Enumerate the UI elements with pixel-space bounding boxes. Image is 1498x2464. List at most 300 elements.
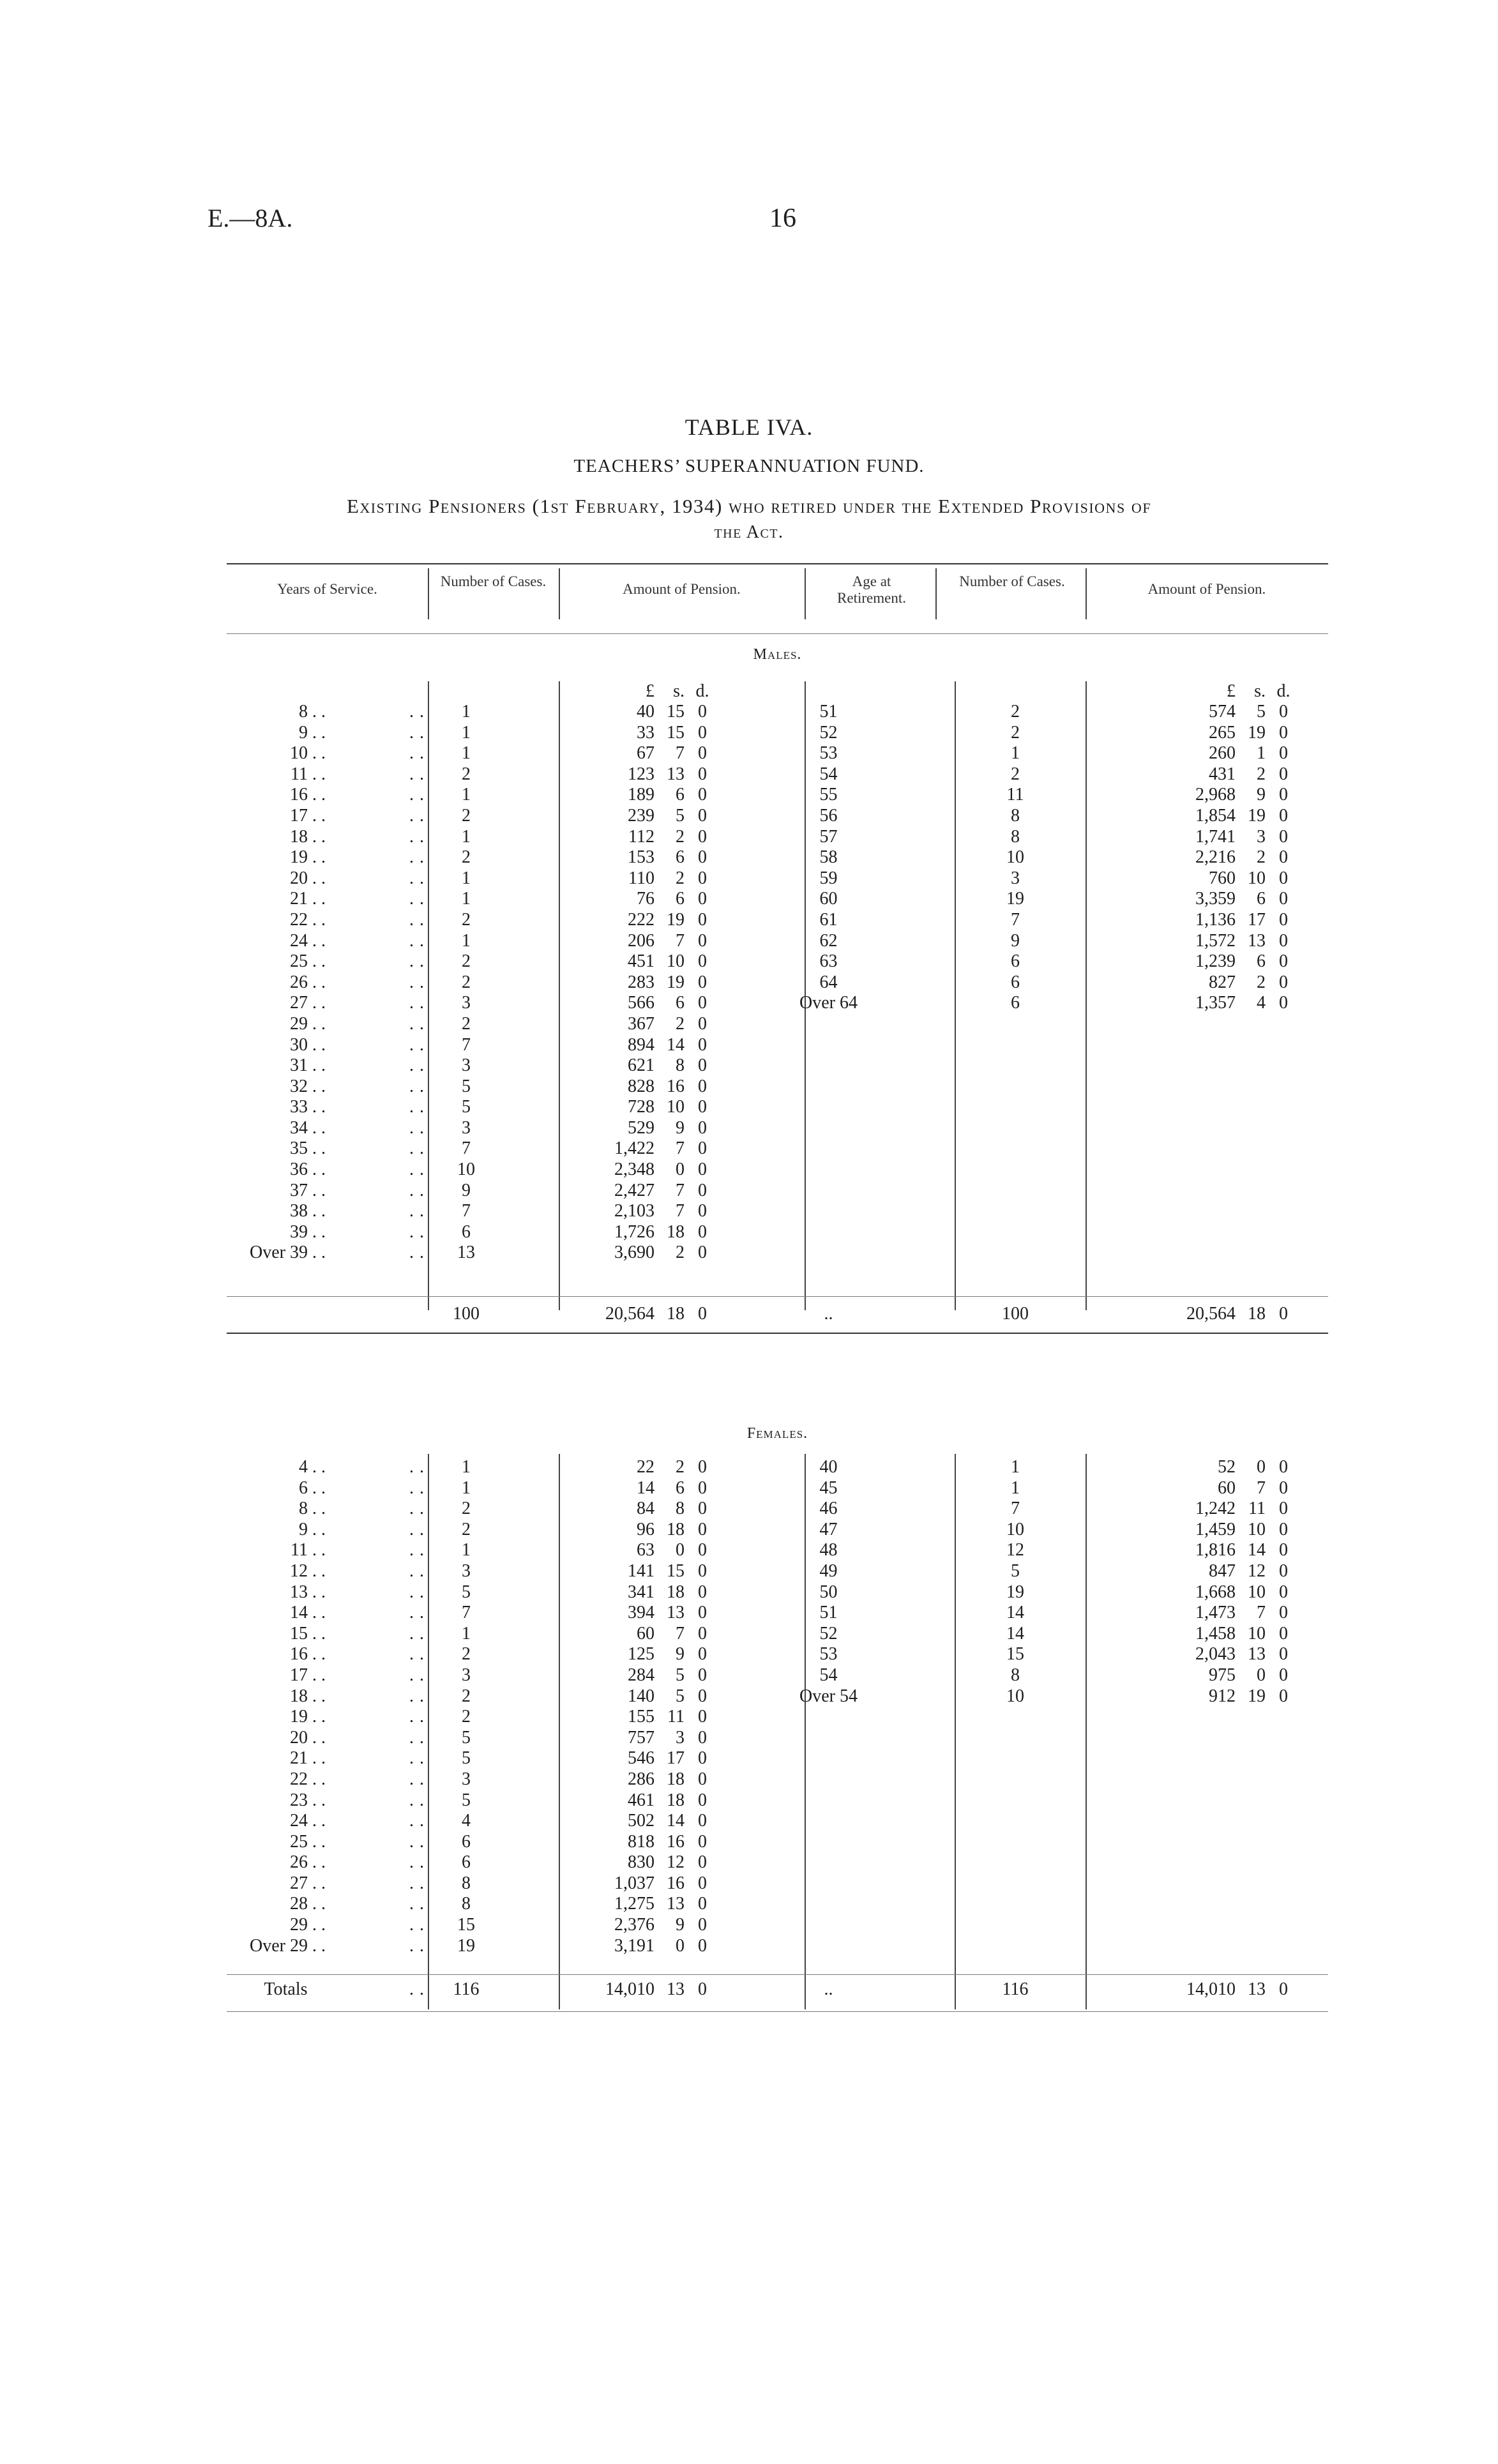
leader-dots: . . (409, 1852, 425, 1873)
pension-shillings-cell-2: 10 (1248, 1582, 1266, 1602)
pension-pence-cell-2: 0 (1279, 868, 1288, 888)
years-of-service-cell: 15 . . (290, 1623, 326, 1644)
years-of-service-cell: 31 . . (290, 1055, 326, 1076)
cases-cell: 1 (462, 1478, 471, 1498)
pension-shillings-cell-2: 6 (1257, 889, 1266, 909)
pension-pence-cell: 0 (698, 1201, 707, 1221)
pension-pence-cell: 0 (698, 702, 707, 722)
pension-pounds-cell: 63 (637, 1540, 654, 1561)
leader-dots: . . (409, 1707, 425, 1727)
cases-cell: 15 (457, 1915, 475, 1935)
pension-shillings-cell: 10 (667, 1097, 685, 1117)
pension-pence-cell-2: 0 (1279, 951, 1288, 972)
pension-pence-cell-2: 0 (1279, 930, 1288, 951)
table-row (227, 1055, 1328, 1077)
pension-pounds-cell: 3,690 (614, 1243, 654, 1263)
years-of-service-cell: 38 . . (290, 1201, 326, 1221)
pension-pounds-cell-2: 2,968 (1195, 785, 1236, 805)
pension-pounds-cell: 60 (637, 1623, 654, 1644)
pension-pounds-cell-2: 1,459 (1195, 1519, 1236, 1539)
pension-pence-cell: 0 (698, 1894, 707, 1914)
pension-pounds-cell-2: 1,572 (1195, 930, 1236, 951)
cases-cell-2: 11 (1006, 785, 1024, 805)
age-at-retirement-cell: 57 (819, 826, 838, 847)
age-at-retirement-cell: 49 (819, 1561, 838, 1581)
pension-pounds-cell: 367 (628, 1013, 654, 1034)
pension-shillings-cell-2: 19 (1248, 805, 1266, 826)
pension-pence-cell: 0 (698, 1478, 707, 1498)
pension-pence-cell-2: 0 (1279, 847, 1288, 868)
pension-pounds-cell: 3,191 (614, 1935, 654, 1956)
pension-shillings-cell-2: 10 (1248, 1623, 1266, 1644)
pension-pounds-cell-2: 574 (1209, 702, 1236, 722)
pension-pounds-cell: 461 (628, 1790, 654, 1810)
pension-pence-cell: 0 (698, 1180, 707, 1200)
table-row (227, 1499, 1328, 1520)
table-row (227, 1035, 1328, 1056)
cases-cell: 5 (462, 1076, 471, 1096)
leader-dots: . . (409, 930, 425, 951)
leader-dots: . . (409, 702, 425, 722)
pension-pounds-cell: 818 (628, 1831, 654, 1852)
table-row (227, 1097, 1328, 1118)
pension-pounds-cell: 153 (628, 847, 654, 868)
pension-pence-cell: 0 (698, 993, 707, 1013)
years-of-service-cell: 27 . . (290, 1873, 326, 1893)
total-age: .. (824, 1979, 833, 1999)
pension-pounds-cell: 1,726 (614, 1221, 654, 1242)
cases-cell-2: 1 (1011, 1457, 1020, 1477)
table-row (227, 1520, 1328, 1541)
years-of-service-cell: 13 . . (290, 1582, 326, 1602)
pension-pounds-cell: 283 (628, 972, 654, 992)
table-row (227, 1707, 1328, 1728)
table-row (227, 702, 1328, 723)
age-at-retirement-cell: 47 (819, 1519, 838, 1539)
table-description-continued: the Act. (714, 522, 784, 542)
pension-pence-cell-2: 0 (1279, 889, 1288, 909)
years-of-service-cell: 32 . . (290, 1076, 326, 1096)
table-row (227, 1014, 1328, 1035)
leader-dots: . . (409, 993, 425, 1013)
leader-dots: . . (409, 1935, 425, 1956)
total-pounds: 20,564 (605, 1304, 654, 1324)
cases-cell: 3 (462, 1561, 471, 1581)
years-of-service-cell: 21 . . (290, 1748, 326, 1769)
cases-cell-2: 10 (1006, 847, 1024, 868)
pension-shillings-cell: 13 (667, 1894, 685, 1914)
pension-pence-cell: 0 (698, 868, 707, 888)
cases-cell: 1 (462, 702, 471, 722)
page-number: 16 (769, 204, 796, 233)
table-row (227, 1222, 1328, 1243)
cases-cell: 8 (462, 1894, 471, 1914)
table-row (227, 1644, 1328, 1665)
cases-cell-2: 3 (1011, 868, 1020, 888)
pension-shillings-cell: 3 (676, 1727, 685, 1748)
table-row (227, 1852, 1328, 1873)
pension-pence-cell: 0 (698, 1665, 707, 1685)
pension-shillings-cell: 18 (667, 1582, 685, 1602)
table-row (227, 951, 1328, 972)
header-top-rule (227, 563, 1328, 564)
females-bottom-rule (227, 2011, 1328, 2012)
pension-shillings-cell-2: 14 (1248, 1540, 1266, 1561)
pension-pence-cell: 0 (698, 1221, 707, 1242)
years-of-service-cell: 22 . . (290, 909, 326, 930)
cases-cell-2: 1 (1011, 743, 1020, 764)
leader-dots: . . (409, 909, 425, 930)
years-of-service-cell: 8 . . (299, 1499, 326, 1519)
cases-cell: 2 (462, 1013, 471, 1034)
pension-shillings-cell-2: 13 (1248, 930, 1266, 951)
pension-pounds-cell-2: 1,458 (1195, 1623, 1236, 1644)
cases-cell-2: 1 (1011, 1478, 1020, 1498)
pension-pence-cell: 0 (698, 1686, 707, 1706)
cases-cell: 10 (457, 1160, 475, 1180)
leader-dots: . . (409, 1478, 425, 1498)
table-row (227, 1790, 1328, 1811)
pension-pence-cell-2: 0 (1279, 972, 1288, 992)
leader-dots: . . (409, 1748, 425, 1769)
table-row (227, 827, 1328, 848)
leader-dots: . . (409, 1894, 425, 1914)
pension-pence-cell: 0 (698, 1160, 707, 1180)
years-of-service-cell: 16 . . (290, 785, 326, 805)
pension-shillings-cell: 13 (667, 764, 685, 784)
age-at-retirement-cell: 61 (819, 909, 838, 930)
section-males: Males. (753, 646, 802, 663)
table-row (227, 1540, 1328, 1561)
age-at-retirement-cell: 54 (819, 764, 838, 784)
leader-dots: . . (409, 785, 425, 805)
leader-dots: . . (409, 1457, 425, 1477)
leader-dots: . . (409, 1603, 425, 1623)
cases-cell-2: 10 (1006, 1519, 1024, 1539)
pension-shillings-cell-2: 2 (1257, 764, 1266, 784)
table-row (227, 1138, 1328, 1160)
cases-cell: 3 (462, 1117, 471, 1138)
age-at-retirement-cell: 48 (819, 1540, 838, 1561)
pension-pounds-cell-2: 975 (1209, 1665, 1236, 1685)
pounds-symbol: £ (646, 681, 654, 701)
table-row (227, 1201, 1328, 1222)
pension-shillings-cell: 16 (667, 1076, 685, 1096)
cases-cell: 5 (462, 1727, 471, 1748)
leader-dots: . . (409, 1540, 425, 1561)
pension-shillings-cell: 7 (676, 1138, 685, 1159)
pension-pounds-cell: 757 (628, 1727, 654, 1748)
pension-pounds-cell: 2,427 (614, 1180, 654, 1200)
pension-pence-cell: 0 (698, 1034, 707, 1055)
pension-pence-cell-2: 0 (1279, 826, 1288, 847)
pension-shillings-cell-2: 0 (1257, 1457, 1266, 1477)
pension-shillings-cell: 6 (676, 847, 685, 868)
leader-dots: . . (409, 1623, 425, 1644)
pension-pence-cell: 0 (698, 1243, 707, 1263)
pension-shillings-cell: 14 (667, 1811, 685, 1831)
pension-pence-cell: 0 (698, 1499, 707, 1519)
pension-pounds-cell: 546 (628, 1748, 654, 1769)
col-amount-of-pension-2: Amount of Pension. (1147, 581, 1266, 597)
total-cases-2: 100 (1002, 1304, 1029, 1324)
pension-shillings-cell: 18 (667, 1790, 685, 1810)
pension-shillings-cell-2: 3 (1257, 826, 1266, 847)
table-row (227, 1624, 1328, 1645)
pension-shillings-cell-2: 6 (1257, 951, 1266, 972)
pension-pounds-cell: 1,037 (614, 1873, 654, 1893)
pension-pence-cell-2: 0 (1279, 1623, 1288, 1644)
leader-dots: . . (409, 1873, 425, 1893)
shillings-symbol: s. (1254, 681, 1266, 701)
table-row (227, 1665, 1328, 1686)
table-row (227, 743, 1328, 764)
pension-pence-cell-2: 0 (1279, 1561, 1288, 1581)
pension-pence-cell: 0 (698, 1707, 707, 1727)
pension-pounds-cell: 1,275 (614, 1894, 654, 1914)
pension-pounds-cell-2: 827 (1209, 972, 1236, 992)
pension-pence-cell: 0 (698, 1852, 707, 1873)
pension-shillings-cell-2: 19 (1248, 1686, 1266, 1706)
years-of-service-cell: Over 39 . . (250, 1243, 326, 1263)
header-divider (935, 568, 937, 619)
leader-dots: . . (409, 1160, 425, 1180)
age-at-retirement-cell: 64 (819, 972, 838, 992)
cases-cell: 4 (462, 1811, 471, 1831)
pension-pence-cell: 0 (698, 889, 707, 909)
pension-pounds-cell: 222 (628, 909, 654, 930)
leader-dots: . . (409, 889, 425, 909)
pension-shillings-cell: 0 (676, 1160, 685, 1180)
males-bottom-rule (227, 1333, 1328, 1334)
leader-dots: . . (409, 1644, 425, 1665)
pension-pounds-cell: 621 (628, 1055, 654, 1076)
cases-cell-2: 2 (1011, 702, 1020, 722)
pension-pounds-cell: 502 (628, 1811, 654, 1831)
pension-pence-cell: 0 (698, 1582, 707, 1602)
cases-cell: 2 (462, 1519, 471, 1539)
pension-pounds-cell: 125 (628, 1644, 654, 1665)
pension-pounds-cell: 206 (628, 930, 654, 951)
total-pence: 0 (698, 1304, 707, 1324)
pension-shillings-cell-2: 2 (1257, 972, 1266, 992)
years-of-service-cell: 19 . . (290, 847, 326, 868)
pension-pounds-cell: 2,376 (614, 1915, 654, 1935)
pension-pounds-cell-2: 260 (1209, 743, 1236, 764)
cases-cell-2: 6 (1011, 972, 1020, 992)
pension-pounds-cell-2: 3,359 (1195, 889, 1236, 909)
pension-pence-cell-2: 0 (1279, 785, 1288, 805)
cases-cell: 7 (462, 1603, 471, 1623)
cases-cell-2: 6 (1011, 993, 1020, 1013)
pension-pounds-cell: 728 (628, 1097, 654, 1117)
pension-pence-cell: 0 (698, 1623, 707, 1644)
leader-dots: . . (409, 764, 425, 784)
pension-pence-cell-2: 0 (1279, 743, 1288, 764)
pension-pence-cell: 0 (698, 1138, 707, 1159)
leader-dots: . . (409, 826, 425, 847)
years-of-service-cell: 34 . . (290, 1117, 326, 1138)
leader-dots: . . (409, 722, 425, 743)
table-row (227, 1686, 1328, 1707)
pension-shillings-cell-2: 10 (1248, 1519, 1266, 1539)
table-row (227, 1181, 1328, 1202)
cases-cell: 1 (462, 826, 471, 847)
years-of-service-cell: 27 . . (290, 993, 326, 1013)
pension-pounds-cell: 123 (628, 764, 654, 784)
pension-shillings-cell-2: 11 (1248, 1499, 1266, 1519)
table-row (227, 1582, 1328, 1603)
leader-dots: . . (409, 1117, 425, 1138)
age-at-retirement-cell: 54 (819, 1665, 838, 1685)
pension-shillings-cell: 14 (667, 1034, 685, 1055)
pension-shillings-cell: 6 (676, 889, 685, 909)
cases-cell: 9 (462, 1180, 471, 1200)
pension-pounds-cell-2: 847 (1209, 1561, 1236, 1581)
years-of-service-cell: 20 . . (290, 1727, 326, 1748)
pension-shillings-cell: 18 (667, 1519, 685, 1539)
cases-cell: 2 (462, 1707, 471, 1727)
pension-pounds-cell: 189 (628, 785, 654, 805)
pension-pounds-cell: 96 (637, 1519, 654, 1539)
pension-pence-cell: 0 (698, 764, 707, 784)
years-of-service-cell: 36 . . (290, 1160, 326, 1180)
years-of-service-cell: 18 . . (290, 826, 326, 847)
pension-shillings-cell-2: 13 (1248, 1644, 1266, 1665)
cases-cell-2: 10 (1006, 1686, 1024, 1706)
pension-pounds-cell: 84 (637, 1499, 654, 1519)
years-of-service-cell: 8 . . (299, 702, 326, 722)
pension-pence-cell: 0 (698, 722, 707, 743)
cases-cell-2: 8 (1011, 826, 1020, 847)
cases-cell: 2 (462, 1644, 471, 1665)
pension-pounds-cell: 141 (628, 1561, 654, 1581)
table-row (227, 1457, 1328, 1478)
leader-dots: . . (409, 972, 425, 992)
pension-pounds-cell: 830 (628, 1852, 654, 1873)
cases-cell: 6 (462, 1221, 471, 1242)
pence-symbol: d. (1276, 681, 1290, 701)
pension-pence-cell-2: 0 (1279, 1499, 1288, 1519)
leader-dots: . . (409, 1727, 425, 1748)
pension-shillings-cell: 0 (676, 1935, 685, 1956)
pension-pounds-cell-2: 1,357 (1195, 993, 1236, 1013)
leader-dots: . . (409, 1201, 425, 1221)
pension-shillings-cell-2: 4 (1257, 993, 1266, 1013)
table-row (227, 1478, 1328, 1499)
table-description: Existing Pensioners (1st February, 1934) who retired under the Extended Provisions of (346, 495, 1152, 517)
pension-pounds-cell: 286 (628, 1769, 654, 1789)
header-bottom-rule (227, 633, 1328, 634)
cases-cell: 5 (462, 1790, 471, 1810)
pension-shillings-cell: 9 (676, 1117, 685, 1138)
table-row (227, 847, 1328, 868)
pension-shillings-cell: 5 (676, 805, 685, 826)
cases-cell: 8 (462, 1873, 471, 1893)
pension-pounds-cell-2: 1,242 (1195, 1499, 1236, 1519)
cases-cell: 1 (462, 1540, 471, 1561)
table-row (227, 1160, 1328, 1181)
cases-cell-2: 19 (1006, 889, 1024, 909)
cases-cell-2: 9 (1011, 930, 1020, 951)
years-of-service-cell: 33 . . (290, 1097, 326, 1117)
cases-cell-2: 14 (1006, 1603, 1024, 1623)
total-pence: 0 (698, 1979, 707, 1999)
table-row (227, 1561, 1328, 1582)
total-pence-2: 0 (1279, 1979, 1288, 1999)
currency-header-row (227, 681, 1328, 702)
pension-pence-cell: 0 (698, 826, 707, 847)
cases-cell: 1 (462, 722, 471, 743)
col-years-of-service: Years of Service. (277, 581, 377, 597)
pension-shillings-cell: 7 (676, 1623, 685, 1644)
years-of-service-cell: 25 . . (290, 1831, 326, 1852)
pension-pounds-cell: 112 (628, 826, 654, 847)
leader-dots: . . (409, 1055, 425, 1076)
pension-pence-cell: 0 (698, 805, 707, 826)
pension-shillings-cell: 0 (676, 1540, 685, 1561)
total-shillings: 13 (667, 1979, 685, 1999)
cases-cell: 7 (462, 1138, 471, 1159)
age-at-retirement-cell: 52 (819, 722, 838, 743)
table-row (227, 1603, 1328, 1624)
table-row (227, 1873, 1328, 1894)
pension-shillings-cell-2: 9 (1257, 785, 1266, 805)
years-of-service-cell: 12 . . (290, 1561, 326, 1581)
pension-shillings-cell-2: 19 (1248, 722, 1266, 743)
pension-shillings-cell: 6 (676, 1478, 685, 1498)
cases-cell: 3 (462, 993, 471, 1013)
leader-dots: . . (409, 847, 425, 868)
cases-cell-2: 14 (1006, 1623, 1024, 1644)
years-of-service-cell: 21 . . (290, 889, 326, 909)
pension-shillings-cell: 10 (667, 951, 685, 972)
table-row (227, 868, 1328, 889)
table-row (227, 993, 1328, 1014)
pension-pounds-cell: 155 (628, 1707, 654, 1727)
age-at-retirement-cell: 62 (819, 930, 838, 951)
table-row (227, 1811, 1328, 1832)
pension-shillings-cell: 8 (676, 1055, 685, 1076)
pension-pounds-cell: 14 (637, 1478, 654, 1498)
report-reference: E.—8A. (208, 204, 293, 232)
years-of-service-cell: 18 . . (290, 1686, 326, 1706)
females-total-rule (227, 1974, 1328, 1975)
pension-pence-cell: 0 (698, 972, 707, 992)
pension-pounds-cell: 33 (637, 722, 654, 743)
pension-pounds-cell-2: 1,239 (1195, 951, 1236, 972)
years-of-service-cell: 4 . . (299, 1457, 326, 1477)
table-row (227, 931, 1328, 952)
females-total-row (227, 1979, 1328, 2000)
section-females: Females. (746, 1425, 808, 1442)
pension-pounds-cell: 110 (628, 868, 654, 888)
pension-pounds-cell: 140 (628, 1686, 654, 1706)
pension-shillings-cell: 9 (676, 1915, 685, 1935)
leader-dots: . . (409, 1915, 425, 1935)
pension-pounds-cell: 284 (628, 1665, 654, 1685)
cases-cell: 5 (462, 1582, 471, 1602)
pounds-symbol: £ (1227, 681, 1236, 701)
years-of-service-cell: 24 . . (290, 930, 326, 951)
pension-pounds-cell: 239 (628, 805, 654, 826)
pension-pounds-cell: 2,348 (614, 1160, 654, 1180)
table-row (227, 1915, 1328, 1936)
pension-pence-cell-2: 0 (1279, 1478, 1288, 1498)
pension-shillings-cell: 19 (667, 909, 685, 930)
years-of-service-cell: 10 . . (290, 743, 326, 764)
table-row (227, 785, 1328, 806)
